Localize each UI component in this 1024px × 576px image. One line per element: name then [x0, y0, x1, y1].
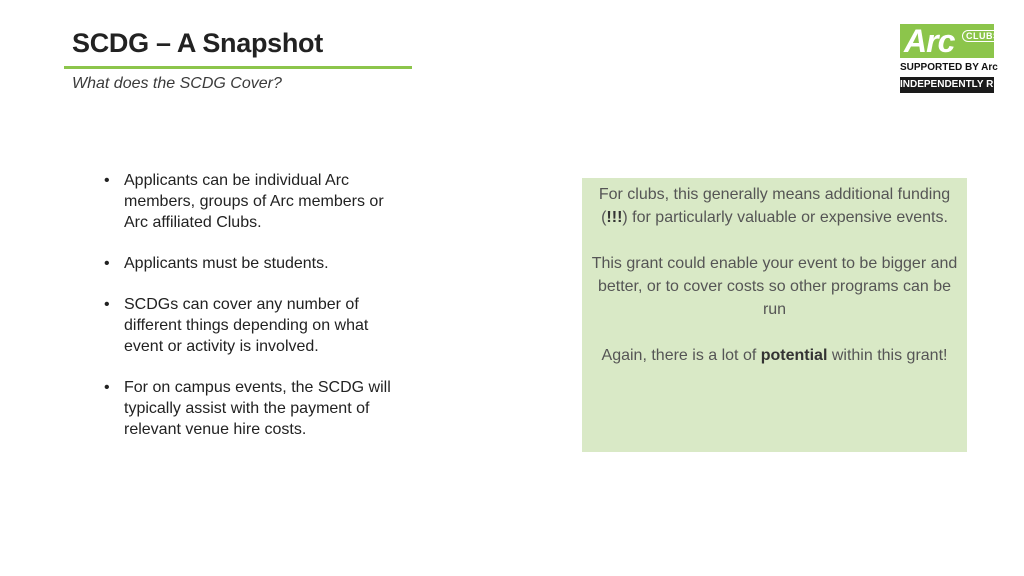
emphasis: !!! [606, 209, 623, 226]
logo-supported-by: SUPPORTED BY Arc [900, 62, 998, 73]
callout-paragraph-1: For clubs, this generally means additional funding (!!!) for particularly valuable or expensive events. [598, 186, 951, 226]
callout-box [582, 178, 967, 452]
title-underline [64, 66, 412, 69]
arc-clubs-logo [900, 23, 1008, 94]
logo-banner [900, 23, 1000, 59]
list-item: • Applicants can be individual Arc members, groups of Arc members or Arc affiliated Clubs. [104, 170, 404, 233]
callout-paragraph-3: Again, there is a lot of potential within this grant! [601, 347, 948, 364]
list-item: • SCDGs can cover any number of different things depending on what event or activity is involved. [104, 294, 404, 357]
logo-badge: CLUBS [962, 30, 1004, 42]
page-title: SCDG – A Snapshot [72, 28, 323, 58]
list-item: • Applicants must be students. [104, 253, 404, 274]
logo-brand: Arc [904, 23, 955, 59]
bullet-list [104, 170, 404, 460]
emphasis: potential [760, 347, 828, 364]
list-item: • For on campus events, the SCDG will typically assist with the payment of relevant venue hire costs. [104, 377, 404, 440]
logo-independently-run: INDEPENDENTLY RUN [900, 77, 994, 93]
page-subtitle: What does the SCDG Cover? [72, 75, 282, 92]
callout-paragraph-2: This grant could enable your event to be bigger and better, or to cover costs so other programs can be run [591, 255, 958, 318]
